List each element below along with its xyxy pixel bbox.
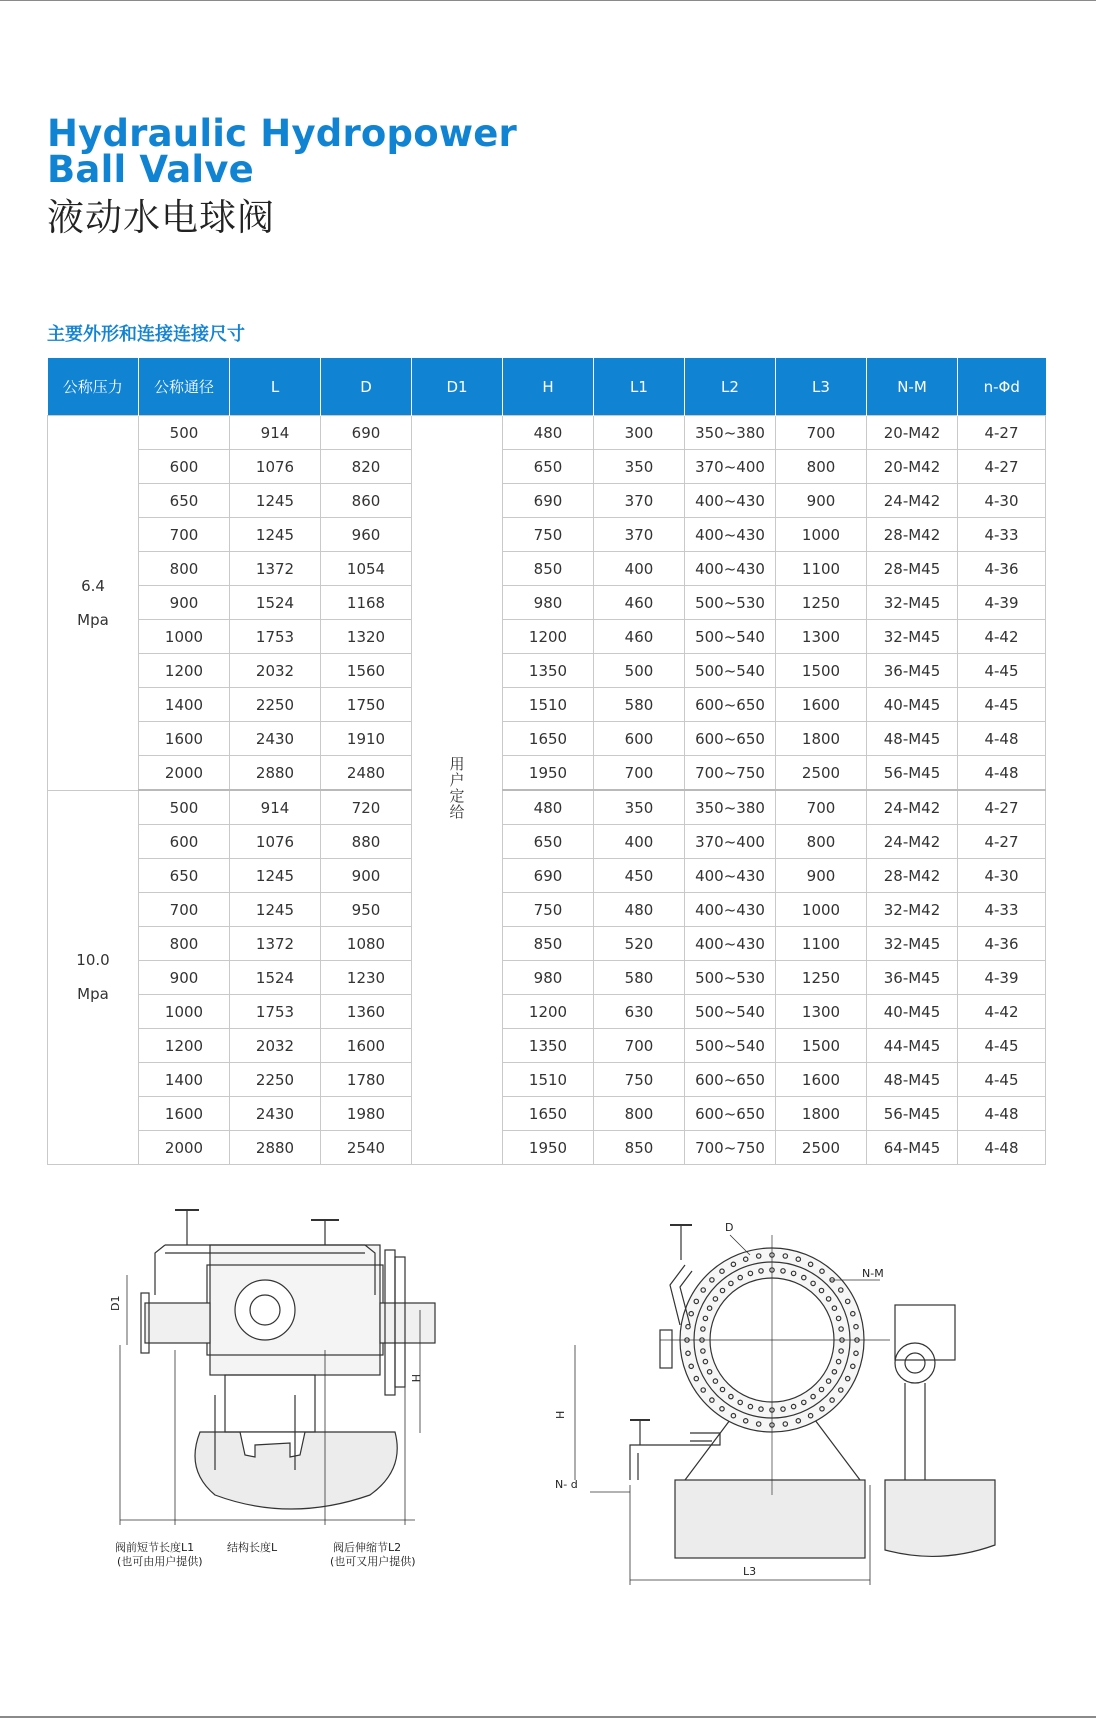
table-cell: 4-36 bbox=[958, 552, 1046, 586]
table-cell: 1200 bbox=[139, 1029, 230, 1063]
table-cell: 1650 bbox=[503, 722, 594, 756]
table-cell: 1245 bbox=[230, 859, 321, 893]
table-cell: 800 bbox=[139, 552, 230, 586]
table-row bbox=[48, 961, 1046, 995]
table-cell: 36-M45 bbox=[867, 654, 958, 688]
table-cell: 2250 bbox=[230, 688, 321, 722]
table-cell: 690 bbox=[503, 859, 594, 893]
base-support bbox=[225, 1375, 315, 1432]
table-cell: 400~430 bbox=[685, 859, 776, 893]
table-cell: 750 bbox=[503, 518, 594, 552]
table-cell: 4-45 bbox=[958, 1029, 1046, 1063]
table-cell: 4-30 bbox=[958, 859, 1046, 893]
table-cell: 4-48 bbox=[958, 722, 1046, 756]
table-cell: 24-M42 bbox=[867, 484, 958, 518]
table-cell: 1200 bbox=[139, 654, 230, 688]
table-cell: 650 bbox=[503, 825, 594, 859]
table-cell: 1000 bbox=[776, 518, 867, 552]
table-cell: 2500 bbox=[776, 1131, 867, 1165]
pressure-unit: Mpa bbox=[77, 985, 109, 1004]
pressure-value: 10.0 bbox=[76, 951, 110, 970]
table-cell: 1100 bbox=[776, 552, 867, 586]
table-cell: 1600 bbox=[139, 1097, 230, 1131]
header-L1: L1 bbox=[594, 358, 685, 416]
table-cell: 1372 bbox=[230, 552, 321, 586]
table-cell: 4-30 bbox=[958, 484, 1046, 518]
table-cell: 700 bbox=[776, 790, 867, 825]
table-row bbox=[48, 1097, 1046, 1131]
table-cell: 650 bbox=[139, 484, 230, 518]
table-cell: 1200 bbox=[503, 995, 594, 1029]
table-cell: 1600 bbox=[776, 688, 867, 722]
table-row bbox=[48, 450, 1046, 484]
actuator-box bbox=[895, 1305, 955, 1360]
table-cell: 4-39 bbox=[958, 586, 1046, 620]
table-cell: 1800 bbox=[776, 1097, 867, 1131]
header-nominal-diameter: 公称通径 bbox=[139, 358, 230, 416]
table-cell: 900 bbox=[776, 484, 867, 518]
table-cell: 2250 bbox=[230, 1063, 321, 1097]
table-cell: 2540 bbox=[321, 1131, 412, 1165]
table-cell: 700~750 bbox=[685, 1131, 776, 1165]
table-cell: 48-M45 bbox=[867, 1063, 958, 1097]
table-cell: 690 bbox=[321, 416, 412, 450]
label-L2: 阀后伸缩节L2 bbox=[333, 1541, 402, 1554]
table-cell: 750 bbox=[503, 893, 594, 927]
table-cell: 4-45 bbox=[958, 1063, 1046, 1097]
table-cell: 1524 bbox=[230, 961, 321, 995]
table-row bbox=[48, 518, 1046, 552]
table-cell: 1000 bbox=[776, 893, 867, 927]
table-cell: 1400 bbox=[139, 1063, 230, 1097]
table-cell: 2000 bbox=[139, 1131, 230, 1165]
table-cell: 820 bbox=[321, 450, 412, 484]
label-L2-note: (也可又用户提供) bbox=[330, 1555, 416, 1568]
page-title-english bbox=[47, 112, 517, 191]
title-line-1: Hydraulic Hydropower bbox=[47, 112, 517, 155]
table-cell: 4-48 bbox=[958, 1097, 1046, 1131]
table-cell: 500~540 bbox=[685, 1029, 776, 1063]
table-cell: 960 bbox=[321, 518, 412, 552]
table-cell: 1950 bbox=[503, 756, 594, 791]
table-row bbox=[48, 1029, 1046, 1063]
table-cell: 1300 bbox=[776, 620, 867, 654]
table-cell: 1250 bbox=[776, 961, 867, 995]
table-cell: 56-M45 bbox=[867, 756, 958, 791]
d1-note: 用户定给 bbox=[447, 756, 466, 820]
table-cell: 2430 bbox=[230, 1097, 321, 1131]
table-cell: 1560 bbox=[321, 654, 412, 688]
dim-NM-label: N-M bbox=[862, 1267, 884, 1280]
table-row bbox=[48, 893, 1046, 927]
table-row bbox=[48, 688, 1046, 722]
table-cell: 480 bbox=[503, 790, 594, 825]
table-cell: 500~540 bbox=[685, 620, 776, 654]
table-cell: 600~650 bbox=[685, 722, 776, 756]
table-cell: 500 bbox=[139, 790, 230, 825]
table-cell: 4-27 bbox=[958, 825, 1046, 859]
table-row bbox=[48, 825, 1046, 859]
table-cell: 500~540 bbox=[685, 995, 776, 1029]
table-row bbox=[48, 586, 1046, 620]
table-cell: 370~400 bbox=[685, 450, 776, 484]
table-cell: 1300 bbox=[776, 995, 867, 1029]
header-n-phi-d: n-Φd bbox=[958, 358, 1046, 416]
table-cell: 1780 bbox=[321, 1063, 412, 1097]
table-cell: 580 bbox=[594, 961, 685, 995]
dim-H-label: H bbox=[409, 1374, 422, 1383]
table-cell: 1650 bbox=[503, 1097, 594, 1131]
table-cell: 400~430 bbox=[685, 518, 776, 552]
table-cell: 400 bbox=[594, 825, 685, 859]
table-cell: 2500 bbox=[776, 756, 867, 791]
table-cell: 2880 bbox=[230, 1131, 321, 1165]
dimension-table bbox=[47, 358, 1046, 1165]
table-cell: 40-M45 bbox=[867, 995, 958, 1029]
header-H: H bbox=[503, 358, 594, 416]
table-row bbox=[48, 995, 1046, 1029]
table-cell: 1750 bbox=[321, 688, 412, 722]
table-cell: 2032 bbox=[230, 654, 321, 688]
header-L: L bbox=[230, 358, 321, 416]
table-cell: 32-M45 bbox=[867, 927, 958, 961]
table-cell: 1800 bbox=[776, 722, 867, 756]
table-cell: 1054 bbox=[321, 552, 412, 586]
left-flange-stub bbox=[660, 1330, 672, 1368]
table-row bbox=[48, 722, 1046, 756]
table-row bbox=[48, 790, 1046, 825]
table-cell: 32-M45 bbox=[867, 586, 958, 620]
table-cell: 600 bbox=[139, 450, 230, 484]
table-cell: 500 bbox=[139, 416, 230, 450]
table-row bbox=[48, 484, 1046, 518]
table-cell: 400~430 bbox=[685, 893, 776, 927]
table-cell: 700~750 bbox=[685, 756, 776, 791]
table-row bbox=[48, 1063, 1046, 1097]
table-cell: 1600 bbox=[776, 1063, 867, 1097]
table-cell: 1245 bbox=[230, 484, 321, 518]
table-cell: 1980 bbox=[321, 1097, 412, 1131]
table-cell: 900 bbox=[139, 961, 230, 995]
table-cell: 880 bbox=[321, 825, 412, 859]
table-cell: 64-M45 bbox=[867, 1131, 958, 1165]
table-cell: 630 bbox=[594, 995, 685, 1029]
table-cell: 700 bbox=[594, 1029, 685, 1063]
table-cell: 1245 bbox=[230, 893, 321, 927]
dim-Nd-label: N- d bbox=[555, 1478, 578, 1491]
table-cell: 1500 bbox=[776, 654, 867, 688]
table-cell: 700 bbox=[139, 518, 230, 552]
table-cell: 4-45 bbox=[958, 688, 1046, 722]
table-cell: 28-M45 bbox=[867, 552, 958, 586]
table-cell: 4-48 bbox=[958, 1131, 1046, 1165]
table-cell: 32-M42 bbox=[867, 893, 958, 927]
table-cell: 1230 bbox=[321, 961, 412, 995]
table-row bbox=[48, 620, 1046, 654]
table-cell: 400 bbox=[594, 552, 685, 586]
title-line-2: Ball Valve bbox=[47, 148, 254, 191]
table-cell: 1076 bbox=[230, 825, 321, 859]
table-cell: 36-M45 bbox=[867, 961, 958, 995]
table-cell: 32-M45 bbox=[867, 620, 958, 654]
label-L1-note: (也可由用户提供) bbox=[117, 1555, 203, 1568]
table-cell: 4-39 bbox=[958, 961, 1046, 995]
table-cell: 900 bbox=[139, 586, 230, 620]
table-cell: 4-33 bbox=[958, 518, 1046, 552]
pressure-unit: Mpa bbox=[77, 610, 109, 629]
table-cell: 650 bbox=[139, 859, 230, 893]
table-cell: 700 bbox=[776, 416, 867, 450]
table-cell: 750 bbox=[594, 1063, 685, 1097]
table-cell: 1350 bbox=[503, 654, 594, 688]
pressure-cell bbox=[48, 790, 139, 1165]
table-cell: 450 bbox=[594, 859, 685, 893]
table-cell: 40-M45 bbox=[867, 688, 958, 722]
table-row bbox=[48, 552, 1046, 586]
left-pipe bbox=[145, 1303, 210, 1343]
table-cell: 370~400 bbox=[685, 825, 776, 859]
table-cell: 1600 bbox=[139, 722, 230, 756]
table-cell: 1524 bbox=[230, 586, 321, 620]
header-D: D bbox=[321, 358, 412, 416]
table-cell: 520 bbox=[594, 927, 685, 961]
table-cell: 28-M42 bbox=[867, 859, 958, 893]
table-cell: 580 bbox=[594, 688, 685, 722]
table-cell: 850 bbox=[594, 1131, 685, 1165]
dim-D1-label: D1 bbox=[109, 1295, 122, 1311]
label-L: 结构长度L bbox=[227, 1541, 278, 1554]
table-cell: 48-M45 bbox=[867, 722, 958, 756]
table-cell: 950 bbox=[321, 893, 412, 927]
table-cell: 1245 bbox=[230, 518, 321, 552]
table-cell: 850 bbox=[503, 927, 594, 961]
table-cell: 4-33 bbox=[958, 893, 1046, 927]
table-cell: 1000 bbox=[139, 620, 230, 654]
table-cell: 24-M42 bbox=[867, 790, 958, 825]
table-cell: 650 bbox=[503, 450, 594, 484]
table-row bbox=[48, 756, 1046, 791]
table-cell: 690 bbox=[503, 484, 594, 518]
pressure-value: 6.4 bbox=[81, 576, 105, 595]
header-D1: D1 bbox=[412, 358, 503, 416]
table-cell: 600~650 bbox=[685, 1063, 776, 1097]
table-cell: 1076 bbox=[230, 450, 321, 484]
table-cell: 4-45 bbox=[958, 654, 1046, 688]
header-L3: L3 bbox=[776, 358, 867, 416]
table-cell: 1510 bbox=[503, 688, 594, 722]
table-cell: 800 bbox=[594, 1097, 685, 1131]
table-cell: 914 bbox=[230, 790, 321, 825]
table-cell: 20-M42 bbox=[867, 416, 958, 450]
table-cell: 2000 bbox=[139, 756, 230, 791]
table-cell: 600 bbox=[594, 722, 685, 756]
dim-L3-label: L3 bbox=[743, 1565, 757, 1578]
table-cell: 4-42 bbox=[958, 995, 1046, 1029]
dim-H-label: H bbox=[554, 1410, 567, 1419]
table-cell: 500~540 bbox=[685, 654, 776, 688]
table-cell: 1250 bbox=[776, 586, 867, 620]
table-cell: 370 bbox=[594, 518, 685, 552]
table-cell: 300 bbox=[594, 416, 685, 450]
dim-D-label: D bbox=[725, 1221, 734, 1234]
table-cell: 1753 bbox=[230, 620, 321, 654]
table-cell: 4-42 bbox=[958, 620, 1046, 654]
table-cell: 1372 bbox=[230, 927, 321, 961]
table-cell: 480 bbox=[594, 893, 685, 927]
table-cell: 4-27 bbox=[958, 416, 1046, 450]
bypass-left-pipe bbox=[155, 1245, 165, 1295]
table-cell: 600~650 bbox=[685, 688, 776, 722]
table-cell: 4-27 bbox=[958, 450, 1046, 484]
table-cell: 700 bbox=[594, 756, 685, 791]
table-cell: 700 bbox=[139, 893, 230, 927]
table-cell: 2430 bbox=[230, 722, 321, 756]
table-cell: 1320 bbox=[321, 620, 412, 654]
table-cell: 2880 bbox=[230, 756, 321, 791]
table-row bbox=[48, 416, 1046, 450]
table-cell: 370 bbox=[594, 484, 685, 518]
header-N-M: N-M bbox=[867, 358, 958, 416]
table-cell: 1000 bbox=[139, 995, 230, 1029]
actuator-wheel bbox=[895, 1343, 935, 1383]
support-foundation bbox=[885, 1480, 995, 1556]
table-cell: 1100 bbox=[776, 927, 867, 961]
table-cell: 720 bbox=[321, 790, 412, 825]
table-cell: 500 bbox=[594, 654, 685, 688]
table-cell: 900 bbox=[776, 859, 867, 893]
section-title: 主要外形和连接连接尺寸 bbox=[47, 324, 245, 345]
table-cell: 914 bbox=[230, 416, 321, 450]
table-cell: 800 bbox=[139, 927, 230, 961]
pressure-cell bbox=[48, 416, 139, 791]
table-cell: 56-M45 bbox=[867, 1097, 958, 1131]
table-header-row bbox=[48, 358, 1046, 416]
table-cell: 500~530 bbox=[685, 961, 776, 995]
table-row bbox=[48, 927, 1046, 961]
table-cell: 24-M42 bbox=[867, 825, 958, 859]
table-cell: 4-48 bbox=[958, 756, 1046, 791]
table-cell: 480 bbox=[503, 416, 594, 450]
table-cell: 1910 bbox=[321, 722, 412, 756]
table-row bbox=[48, 1131, 1046, 1165]
table-cell: 1500 bbox=[776, 1029, 867, 1063]
table-cell: 500~530 bbox=[685, 586, 776, 620]
table-cell: 1400 bbox=[139, 688, 230, 722]
D-leader bbox=[730, 1235, 750, 1255]
table-cell: 800 bbox=[776, 825, 867, 859]
d1-cell bbox=[412, 416, 503, 1165]
ball-housing bbox=[235, 1280, 295, 1340]
table-cell: 400~430 bbox=[685, 927, 776, 961]
table-cell: 1200 bbox=[503, 620, 594, 654]
table-cell: 900 bbox=[321, 859, 412, 893]
table-cell: 1600 bbox=[321, 1029, 412, 1063]
table-cell: 2480 bbox=[321, 756, 412, 791]
table-cell: 4-27 bbox=[958, 790, 1046, 825]
table-cell: 4-36 bbox=[958, 927, 1046, 961]
table-cell: 1510 bbox=[503, 1063, 594, 1097]
table-cell: 460 bbox=[594, 620, 685, 654]
table-cell: 1168 bbox=[321, 586, 412, 620]
lower-bypass-pipe bbox=[630, 1433, 720, 1480]
table-cell: 350~380 bbox=[685, 790, 776, 825]
table-cell: 1360 bbox=[321, 995, 412, 1029]
foundation-block bbox=[675, 1480, 865, 1558]
table-cell: 20-M42 bbox=[867, 450, 958, 484]
table-cell: 1950 bbox=[503, 1131, 594, 1165]
table-cell: 800 bbox=[776, 450, 867, 484]
table-cell: 860 bbox=[321, 484, 412, 518]
table-cell: 2032 bbox=[230, 1029, 321, 1063]
header-L2: L2 bbox=[685, 358, 776, 416]
side-view-drawing bbox=[109, 1195, 475, 1575]
table-cell: 1350 bbox=[503, 1029, 594, 1063]
table-cell: 980 bbox=[503, 961, 594, 995]
page-title-chinese: 液动水电球阀 bbox=[47, 196, 275, 239]
label-L1: 阀前短节长度L1 bbox=[115, 1541, 195, 1554]
right-pipe bbox=[380, 1303, 435, 1343]
table-cell: 350 bbox=[594, 790, 685, 825]
header-nominal-pressure: 公称压力 bbox=[48, 358, 139, 416]
front-view-drawing bbox=[554, 1205, 1000, 1585]
table-cell: 850 bbox=[503, 552, 594, 586]
table-cell: 600~650 bbox=[685, 1097, 776, 1131]
table-cell: 600 bbox=[139, 825, 230, 859]
table-cell: 28-M42 bbox=[867, 518, 958, 552]
table-row bbox=[48, 859, 1046, 893]
table-cell: 44-M45 bbox=[867, 1029, 958, 1063]
table-cell: 1753 bbox=[230, 995, 321, 1029]
table-cell: 350 bbox=[594, 450, 685, 484]
table-cell: 980 bbox=[503, 586, 594, 620]
table-cell: 400~430 bbox=[685, 552, 776, 586]
table-row bbox=[48, 654, 1046, 688]
table-cell: 1080 bbox=[321, 927, 412, 961]
table-cell: 460 bbox=[594, 586, 685, 620]
table-cell: 350~380 bbox=[685, 416, 776, 450]
table-body bbox=[48, 416, 1046, 1165]
table-cell: 400~430 bbox=[685, 484, 776, 518]
top-border-line bbox=[0, 0, 1096, 1]
